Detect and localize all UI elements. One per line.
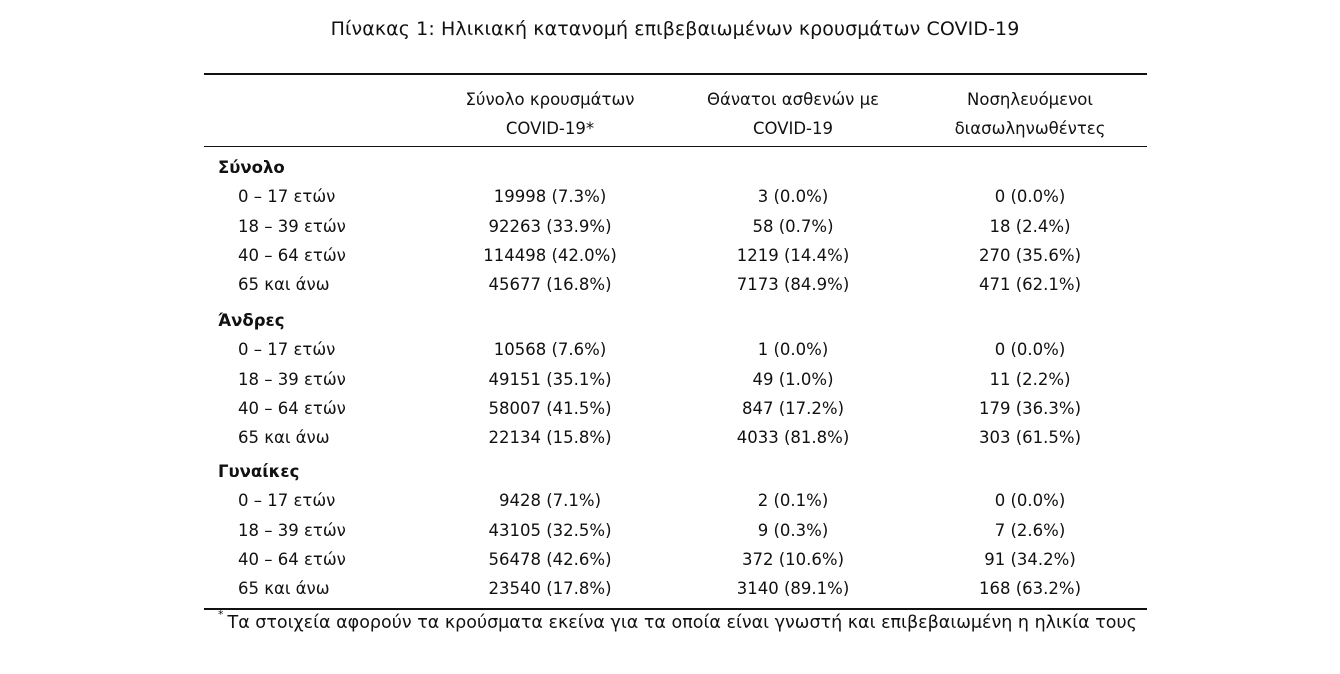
table-row (204, 212, 1147, 241)
group-row (204, 457, 1147, 486)
deaths-cell: 9 (0.3%) (757, 520, 829, 540)
table-row (204, 574, 1147, 603)
cases-cell: 43105 (32.5%) (488, 520, 612, 540)
header-total-cases (430, 85, 670, 143)
age-label: 18 – 39 ετών (238, 520, 346, 540)
age-label: 65 και άνω (238, 428, 330, 448)
age-label: 40 – 64 ετών (238, 245, 346, 265)
header-deaths (673, 85, 913, 143)
header-deaths-line2: COVID-19 (752, 119, 834, 138)
age-label: 65 και άνω (238, 275, 330, 295)
top-rule (204, 73, 1147, 75)
deaths-cell: 3140 (89.1%) (736, 579, 850, 599)
header-intubated-line2: διασωληνωθέντες (954, 119, 1106, 138)
header-intubated-line1: Νοσηλευόμενοι (967, 90, 1093, 109)
intubated-cell: 168 (63.2%) (978, 579, 1082, 599)
table-row (204, 394, 1147, 423)
deaths-cell: 2 (0.1%) (757, 491, 829, 511)
cases-cell: 23540 (17.8%) (488, 579, 612, 599)
deaths-cell: 58 (0.7%) (752, 216, 834, 236)
cases-cell: 92263 (33.9%) (488, 216, 612, 236)
age-label: 18 – 39 ετών (238, 216, 346, 236)
deaths-cell: 3 (0.0%) (757, 187, 829, 207)
table-row (204, 270, 1147, 299)
header-deaths-line1: Θάνατοι ασθενών με (706, 90, 880, 109)
cases-cell: 56478 (42.6%) (488, 549, 612, 569)
cases-cell: 9428 (7.1%) (498, 491, 602, 511)
deaths-cell: 7173 (84.9%) (736, 275, 850, 295)
table-row (204, 516, 1147, 545)
group-label: Γυναίκες (218, 462, 300, 481)
cases-cell: 19998 (7.3%) (493, 187, 607, 207)
group-label: Σύνολο (218, 158, 285, 177)
footnote-text: Τα στοιχεία αφορούν τα κρούσματα εκείνα για τα οποία είναι γνωστή και επιβεβαιωμένη η ηλικία τους (227, 612, 1137, 633)
group-label: Άνδρες (218, 311, 285, 330)
cases-cell: 10568 (7.6%) (493, 340, 607, 360)
deaths-cell: 1219 (14.4%) (736, 245, 850, 265)
table-row (204, 486, 1147, 515)
header-total-cases-line1: Σύνολο κρουσμάτων (465, 90, 635, 109)
cases-cell: 45677 (16.8%) (488, 275, 612, 295)
cases-cell: 22134 (15.8%) (488, 428, 612, 448)
table-row (204, 241, 1147, 270)
intubated-cell: 0 (0.0%) (994, 491, 1066, 511)
deaths-cell: 1 (0.0%) (757, 340, 829, 360)
table-row (204, 335, 1147, 364)
bottom-rule (204, 608, 1147, 610)
cases-cell: 114498 (42.0%) (483, 245, 617, 265)
table-row (204, 545, 1147, 574)
age-label: 40 – 64 ετών (238, 398, 346, 418)
header-total-cases-line2: COVID-19* (505, 119, 595, 138)
group-row (204, 153, 1147, 182)
deaths-cell: 4033 (81.8%) (736, 428, 850, 448)
table-row (204, 423, 1147, 452)
table-title: Πίνακας 1: Ηλικιακή κατανομή επιβεβαιωμένων κρουσμάτων COVID-19 (330, 18, 1020, 40)
intubated-cell: 270 (35.6%) (978, 245, 1082, 265)
intubated-cell: 0 (0.0%) (994, 187, 1066, 207)
intubated-cell: 91 (34.2%) (984, 549, 1076, 569)
age-label: 0 – 17 ετών (238, 187, 336, 207)
cases-cell: 49151 (35.1%) (488, 369, 612, 389)
age-label: 65 και άνω (238, 579, 330, 599)
age-label: 40 – 64 ετών (238, 549, 346, 569)
age-label: 0 – 17 ετών (238, 340, 336, 360)
intubated-cell: 179 (36.3%) (978, 398, 1082, 418)
group-row (204, 306, 1147, 335)
age-label: 18 – 39 ετών (238, 369, 346, 389)
intubated-cell: 471 (62.1%) (978, 275, 1082, 295)
age-label: 0 – 17 ετών (238, 491, 336, 511)
cases-cell: 58007 (41.5%) (488, 398, 612, 418)
header-intubated (910, 85, 1150, 143)
footnote (218, 608, 1137, 633)
header-rule (204, 146, 1147, 147)
deaths-cell: 49 (1.0%) (752, 369, 834, 389)
footnote-marker: * (218, 608, 224, 621)
intubated-cell: 18 (2.4%) (989, 216, 1071, 236)
deaths-cell: 372 (10.6%) (741, 549, 845, 569)
deaths-cell: 847 (17.2%) (741, 398, 845, 418)
intubated-cell: 0 (0.0%) (994, 340, 1066, 360)
table-row (204, 182, 1147, 211)
table-row (204, 365, 1147, 394)
intubated-cell: 303 (61.5%) (978, 428, 1082, 448)
intubated-cell: 7 (2.6%) (994, 520, 1066, 540)
intubated-cell: 11 (2.2%) (989, 369, 1071, 389)
